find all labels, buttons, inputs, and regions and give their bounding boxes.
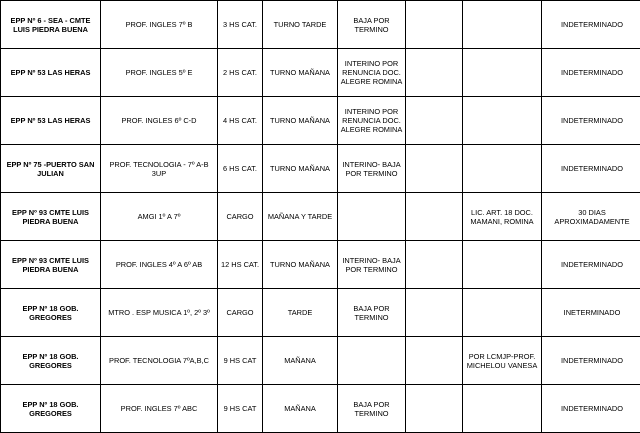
shift-cell: MAÑANA — [263, 385, 338, 433]
table-row — [1, 145, 640, 193]
duration-cell: INETERMINADO — [542, 289, 640, 337]
license-cell — [463, 385, 542, 433]
extra-cell — [406, 241, 463, 289]
condition-cell: INTERINO POR RENUNCIA DOC. ALEGRE ROMINA — [338, 97, 406, 145]
extra-cell — [406, 385, 463, 433]
hours-cell: 12 HS CAT. — [218, 241, 263, 289]
position-cell: PROF. INGLES 7º B — [101, 1, 218, 49]
condition-cell — [338, 193, 406, 241]
school-cell: EPP Nº 18 GOB. GREGORES — [1, 289, 101, 337]
position-cell: PROF. TECNOLOGIA - 7º A-B 3UP — [101, 145, 218, 193]
license-cell — [463, 1, 542, 49]
school-cell: EPP Nº 6 - SEA - CMTE LUIS PIEDRA BUENA — [1, 1, 101, 49]
position-cell: PROF. INGLES 6º C-D — [101, 97, 218, 145]
table-body — [1, 1, 640, 433]
condition-cell — [338, 337, 406, 385]
table-row — [1, 193, 640, 241]
license-cell: POR LCMJP-PROF. MICHELOU VANESA — [463, 337, 542, 385]
school-cell: EPP Nº 18 GOB. GREGORES — [1, 385, 101, 433]
table-row — [1, 337, 640, 385]
shift-cell: MAÑANA Y TARDE — [263, 193, 338, 241]
table-row — [1, 49, 640, 97]
hours-cell: 9 HS CAT — [218, 337, 263, 385]
duration-cell: INDETERMINADO — [542, 145, 640, 193]
condition-cell: INTERINO- BAJA POR TERMINO — [338, 241, 406, 289]
table-row — [1, 241, 640, 289]
position-cell: PROF. INGLES 7º ABC — [101, 385, 218, 433]
shift-cell: TURNO TARDE — [263, 1, 338, 49]
hours-cell: 2 HS CAT. — [218, 49, 263, 97]
shift-cell: TURNO MAÑANA — [263, 145, 338, 193]
condition-cell: INTERINO POR RENUNCIA DOC. ALEGRE ROMINA — [338, 49, 406, 97]
shift-cell: TURNO MAÑANA — [263, 49, 338, 97]
license-cell — [463, 49, 542, 97]
position-cell: PROF. TECNOLOGIA 7ºA,B,C — [101, 337, 218, 385]
license-cell — [463, 145, 542, 193]
duration-cell: INDETERMINADO — [542, 241, 640, 289]
shift-cell: TURNO MAÑANA — [263, 241, 338, 289]
table-row — [1, 289, 640, 337]
duration-cell: 30 DIAS APROXIMADAMENTE — [542, 193, 640, 241]
extra-cell — [406, 289, 463, 337]
extra-cell — [406, 1, 463, 49]
extra-cell — [406, 337, 463, 385]
extra-cell — [406, 193, 463, 241]
extra-cell — [406, 97, 463, 145]
license-cell — [463, 241, 542, 289]
shift-cell: TARDE — [263, 289, 338, 337]
duration-cell: INDETERMINADO — [542, 1, 640, 49]
position-cell: AMGI 1º A 7º — [101, 193, 218, 241]
shift-cell: TURNO MAÑANA — [263, 97, 338, 145]
school-cell: EPP Nº 18 GOB. GREGORES — [1, 337, 101, 385]
condition-cell: BAJA POR TERMINO — [338, 1, 406, 49]
extra-cell — [406, 145, 463, 193]
table-row — [1, 1, 640, 49]
duration-cell: INDETERMINADO — [542, 337, 640, 385]
duration-cell: INDETERMINADO — [542, 385, 640, 433]
license-cell — [463, 289, 542, 337]
table-row — [1, 97, 640, 145]
shift-cell: MAÑANA — [263, 337, 338, 385]
condition-cell: BAJA POR TERMINO — [338, 385, 406, 433]
duration-cell: INDETERMINADO — [542, 97, 640, 145]
school-cell: EPP Nº 93 CMTE LUIS PIEDRA BUENA — [1, 193, 101, 241]
school-cell: EPP Nº 93 CMTE LUIS PIEDRA BUENA — [1, 241, 101, 289]
condition-cell: BAJA POR TERMINO — [338, 289, 406, 337]
table-row — [1, 385, 640, 433]
hours-cell: 3 HS CAT. — [218, 1, 263, 49]
extra-cell — [406, 49, 463, 97]
school-cell: EPP Nº 75 -PUERTO SAN JULIAN — [1, 145, 101, 193]
position-cell: MTRO . ESP MUSICA 1º, 2º 3º — [101, 289, 218, 337]
school-cell: EPP Nº 53 LAS HERAS — [1, 97, 101, 145]
condition-cell: INTERINO- BAJA POR TERMINO — [338, 145, 406, 193]
school-cell: EPP Nº 53 LAS HERAS — [1, 49, 101, 97]
hours-cell: CARGO — [218, 289, 263, 337]
hours-cell: CARGO — [218, 193, 263, 241]
hours-cell: 9 HS CAT — [218, 385, 263, 433]
license-cell — [463, 97, 542, 145]
position-cell: PROF. INGLES 5º E — [101, 49, 218, 97]
hours-cell: 6 HS CAT. — [218, 145, 263, 193]
hours-cell: 4 HS CAT. — [218, 97, 263, 145]
position-cell: PROF. INGLES 4º A 6º AB — [101, 241, 218, 289]
duration-cell: INDETERMINADO — [542, 49, 640, 97]
license-cell: LIC. ART. 18 DOC. MAMANI, ROMINA — [463, 193, 542, 241]
